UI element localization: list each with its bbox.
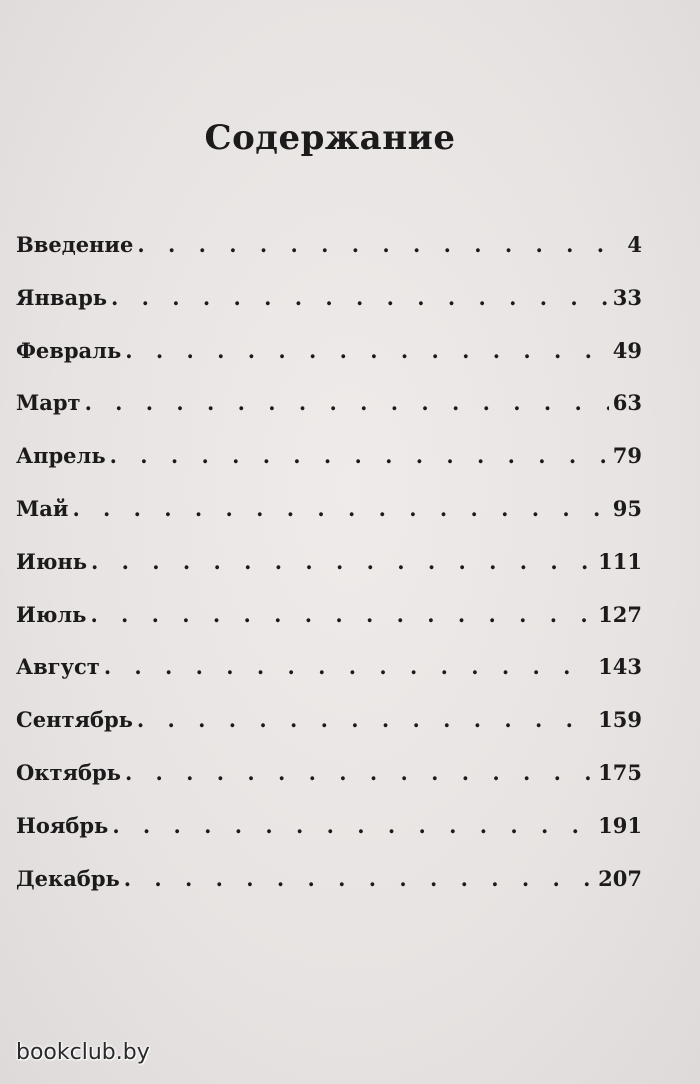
toc-entry-label: Июль: [16, 601, 87, 627]
toc-entry-label: Июнь: [16, 548, 87, 574]
toc-leader-dots: [124, 866, 594, 891]
toc-entry-page: 95: [612, 495, 642, 521]
toc-entry-page: 49: [612, 337, 642, 363]
toc-entry: [16, 602, 642, 655]
toc-entry-label: Январь: [16, 284, 108, 310]
toc-entry-page: 4: [627, 232, 642, 257]
toc-entry-label: Февраль: [16, 337, 122, 363]
toc-entry: [16, 760, 642, 813]
toc-entry-page: 207: [598, 865, 642, 891]
toc-leader-dots: [90, 602, 594, 627]
toc-leader-dots: [111, 285, 609, 310]
toc-entry-page: 63: [612, 390, 642, 416]
toc-leader-dots: [112, 813, 594, 838]
toc-entry-page: 79: [612, 443, 642, 469]
toc-entry-page: 175: [598, 759, 642, 785]
toc-entry: [16, 496, 642, 549]
toc-leader-dots: [72, 496, 608, 521]
toc-entry: [16, 232, 642, 285]
watermark-text: bookclub.by: [16, 1040, 150, 1065]
toc-entry: [16, 390, 642, 443]
toc-leader-dots: [91, 549, 594, 574]
toc-leader-dots: [110, 443, 609, 468]
toc-entry-label: Декабрь: [16, 865, 120, 891]
toc-entry-label: Май: [16, 495, 69, 521]
toc-entry-label: Август: [16, 654, 100, 680]
toc-entry-page: 159: [598, 707, 642, 733]
toc-entry-label: Апрель: [16, 443, 106, 469]
toc-entry-label: Сентябрь: [16, 707, 133, 733]
toc-entry: [16, 813, 642, 866]
toc-entry-page: 191: [598, 812, 642, 838]
toc-leader-dots: [137, 707, 594, 732]
toc-entry-page: 143: [598, 654, 642, 680]
page-title: Содержание: [204, 118, 456, 158]
toc-leader-dots: [125, 760, 594, 785]
toc-entry: [16, 285, 642, 338]
toc-entry: [16, 707, 642, 760]
toc-entry: [16, 866, 642, 919]
toc-entry-label: Октябрь: [16, 759, 121, 785]
toc-entry-page: 33: [612, 284, 642, 310]
toc-leader-dots: [104, 654, 594, 679]
toc-entry: [16, 654, 642, 707]
toc-entry-page: 111: [598, 548, 642, 574]
toc-leader-dots: [137, 232, 623, 257]
toc-entry-label: Введение: [16, 232, 134, 257]
toc-entry: [16, 338, 642, 391]
toc-entry-label: Март: [16, 390, 81, 416]
table-of-contents: [16, 232, 642, 918]
toc-leader-dots: [125, 338, 609, 363]
toc-entry-page: 127: [598, 601, 642, 627]
toc-leader-dots: [85, 390, 609, 415]
toc-entry: [16, 443, 642, 496]
toc-entry: [16, 549, 642, 602]
toc-entry-label: Ноябрь: [16, 812, 109, 838]
